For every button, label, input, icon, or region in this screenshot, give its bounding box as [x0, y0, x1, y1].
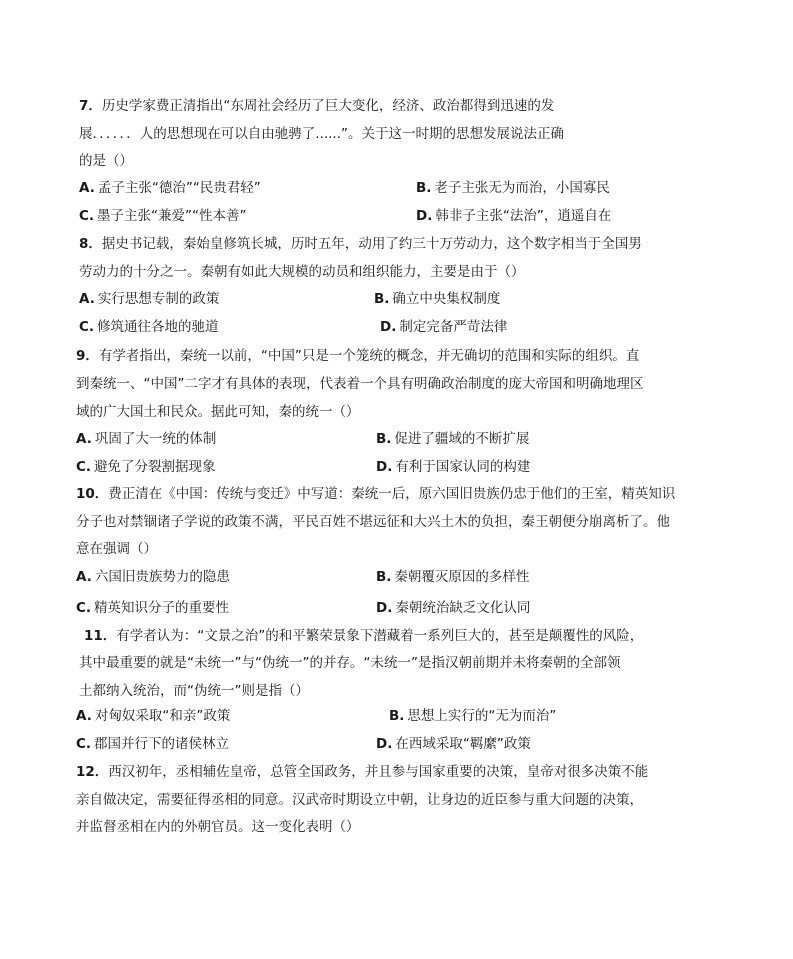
- option-label: C.: [79, 319, 95, 335]
- question-stem-line: 并监督丞相在内的外朝官员。这一变化表明（）: [76, 819, 360, 835]
- option-text: 郡国并行下的诸侯林立: [94, 736, 230, 752]
- question-stem-line: 意在强调（）: [76, 541, 157, 557]
- question-stem-line: 有学者指出，秦统一以前，“中国”只是一个笼统的概念，并无确切的范围和实际的组织。直: [98, 348, 640, 364]
- option-label: A.: [76, 431, 92, 447]
- question-number: 9．: [76, 348, 99, 364]
- option-text: 实行思想专制的政策: [97, 291, 220, 307]
- option-d[interactable]: [376, 598, 530, 618]
- option-label: B.: [376, 431, 392, 447]
- option-text: 对匈奴采取“和亲”政策: [94, 708, 231, 724]
- question-stem-line: 历史学家费正清指出“东周社会经历了巨大变化，经济、政治都得到迅速的发: [101, 98, 555, 114]
- option-label: B.: [376, 569, 392, 585]
- question-stem-line: 的是（）: [79, 153, 133, 169]
- option-b[interactable]: [389, 706, 556, 726]
- option-label: D.: [376, 736, 393, 752]
- option-label: D.: [380, 319, 397, 335]
- option-label: C.: [79, 208, 95, 224]
- question-stem-line: 据史书记载，秦始皇修筑长城，历时五年，动用了约三十万劳动力，这个数字相当于全国男: [101, 236, 642, 252]
- option-text: 六国旧贵族势力的隐患: [94, 569, 230, 585]
- option-label: B.: [374, 291, 390, 307]
- option-b[interactable]: [416, 178, 610, 198]
- question-number: 7．: [79, 98, 102, 114]
- option-a[interactable]: [76, 706, 230, 726]
- option-label: A.: [76, 708, 92, 724]
- option-label: D.: [376, 600, 393, 616]
- question-stem-line: 土都纳入统治，而“伪统一”则是指（）: [79, 683, 309, 699]
- option-label: A.: [79, 180, 95, 196]
- question-stem-line: 西汉初年，丞相辅佐皇帝，总管全国政务，并且参与国家重要的决策，皇帝对很多决策不能: [108, 764, 649, 780]
- question-stem-line: 展．．．．．．人的思想现在可以自由驰骋了......”。关于这一时期的思想发展说法正确: [79, 126, 564, 142]
- option-label: C.: [76, 600, 92, 616]
- option-text: 确立中央集权制度: [392, 291, 501, 307]
- question-stem-line: 有学者认为：“文景之治”的和平繁荣景象下潜藏着一系列巨大的，甚至是颠覆性的风险，: [116, 628, 644, 644]
- option-label: C.: [76, 736, 92, 752]
- option-text: 思想上实行的“无为而治”: [407, 708, 557, 724]
- option-d[interactable]: [376, 734, 531, 754]
- question-stem-line: 其中最重要的就是“未统一”与“伪统一”的并存。“未统一”是指汉朝前期并未将秦朝的全部领: [79, 655, 621, 671]
- question-stem-line: 域的广大国土和民众。据此可知，秦的统一（）: [76, 404, 360, 420]
- option-d[interactable]: [376, 457, 530, 477]
- option-b[interactable]: [376, 429, 529, 449]
- option-d[interactable]: [416, 206, 611, 226]
- option-text: 在西域采取“羁縻”政策: [395, 736, 531, 752]
- option-text: 巩固了大一统的体制: [94, 431, 217, 447]
- option-label: A.: [76, 569, 92, 585]
- option-text: 精英知识分子的重要性: [94, 600, 230, 616]
- option-c[interactable]: [79, 317, 219, 337]
- option-text: 老子主张无为而治，小国寡民: [434, 180, 610, 196]
- question-stem-line: 到秦统一、“中国”二字才有具体的表现，代表着一个具有明确政治制度的庞大帝国和明确地理区: [76, 376, 644, 392]
- option-text: 韩非子主张“法治”，逍遥自在: [435, 208, 612, 224]
- option-text: 修筑通往各地的驰道: [97, 319, 219, 335]
- option-text: 制定完备严苛法律: [399, 319, 508, 335]
- option-label: A.: [79, 291, 95, 307]
- question-number: 8．: [79, 236, 102, 252]
- option-a[interactable]: [79, 289, 219, 309]
- option-d[interactable]: [380, 317, 507, 337]
- option-label: D.: [416, 208, 433, 224]
- option-c[interactable]: [76, 457, 216, 477]
- option-text: 墨子主张“兼爱”“性本善”: [97, 208, 247, 224]
- option-label: B.: [416, 180, 432, 196]
- question-number: 12．: [76, 764, 109, 780]
- option-label: C.: [76, 459, 92, 475]
- option-text: 促进了疆域的不断扩展: [394, 431, 530, 447]
- option-label: D.: [376, 459, 393, 475]
- question-number: 10．: [76, 486, 109, 502]
- option-text: 秦朝统治缺乏文化认同: [395, 600, 531, 616]
- option-a[interactable]: [76, 429, 216, 449]
- option-a[interactable]: [76, 567, 230, 587]
- option-c[interactable]: [76, 598, 229, 618]
- option-c[interactable]: [76, 734, 229, 754]
- question-stem-line: 劳动力的十分之一。秦朝有如此大规模的动员和组织能力，主要是由于（）: [79, 264, 525, 280]
- option-label: B.: [389, 708, 405, 724]
- option-text: 避免了分裂割据现象: [94, 459, 216, 475]
- option-c[interactable]: [79, 206, 247, 226]
- option-text: 孟子主张“德治”“民贵君轻”: [97, 180, 261, 196]
- question-stem-line: 费正清在《中国：传统与变迁》中写道：秦统一后，原六国旧贵族仍忠于他们的王室，精英知识: [108, 486, 676, 502]
- option-b[interactable]: [376, 567, 529, 587]
- question-stem-line: 分子也对禁锢诸子学说的政策不满，平民百姓不堪远征和大兴土木的负担，秦王朝便分崩离析了。他: [76, 514, 670, 530]
- option-text: 秦朝覆灭原因的多样性: [394, 569, 530, 585]
- option-b[interactable]: [374, 289, 500, 309]
- option-text: 有利于国家认同的构建: [395, 459, 531, 475]
- question-stem-line: 亲自做决定，需要征得丞相的同意。汉武帝时期设立中朝，让身边的近臣参与重大问题的决策，: [76, 792, 643, 808]
- option-a[interactable]: [79, 178, 261, 198]
- question-number: 11．: [84, 628, 117, 644]
